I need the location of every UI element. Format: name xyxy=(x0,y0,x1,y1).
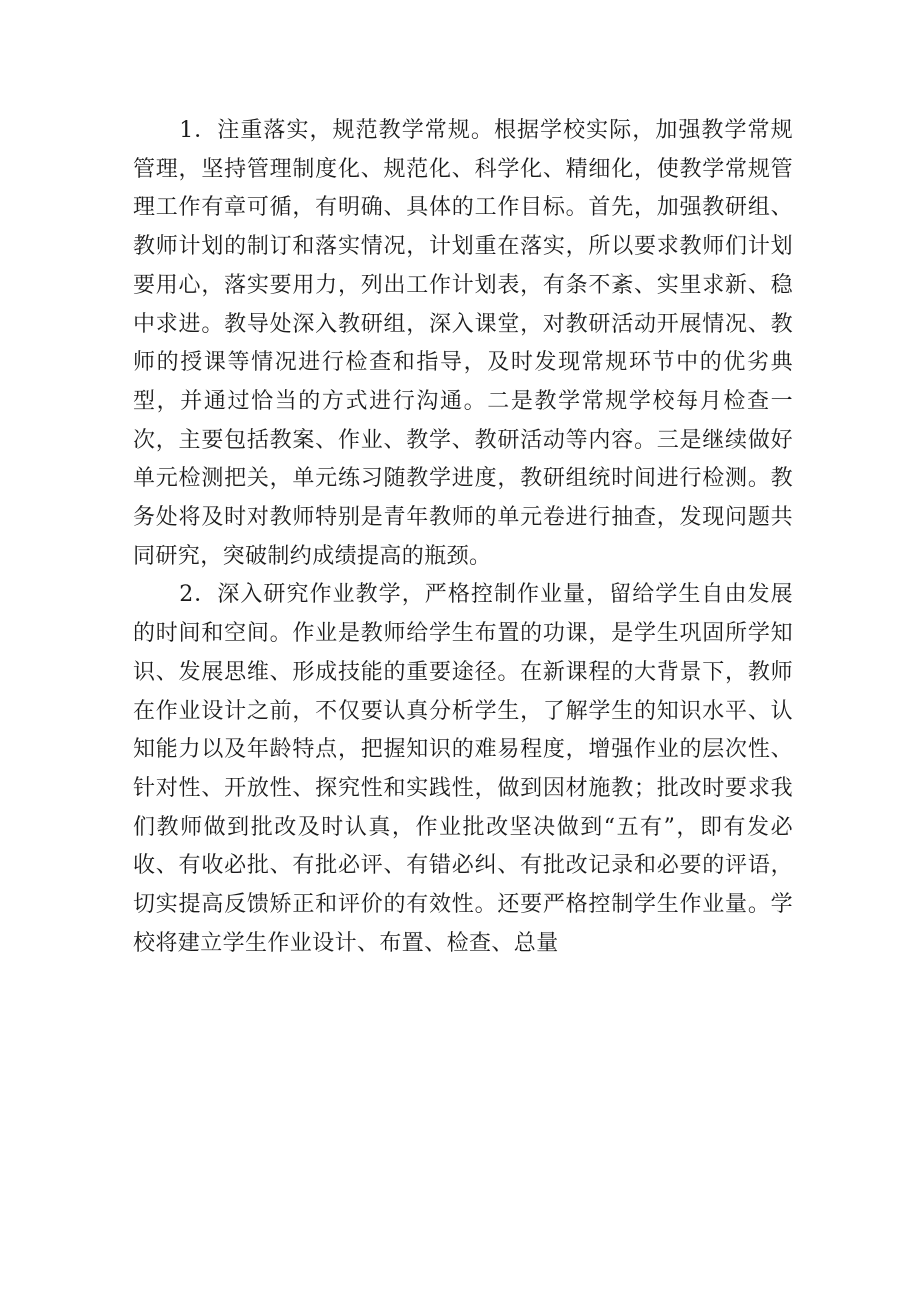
document-body xyxy=(133,112,793,963)
paragraph-1: 1．注重落实，规范教学常规。根据学校实际，加强教学常规管理，坚持管理制度化、规范化、科学化、精细化，使教学常规管理工作有章可循，有明确、具体的工作目标。首先，加强教研组、教师计划的制订和落实情况，计划重在落实，所以要求教师们计划要用心，落实要用力，列出工作计划表，有条不紊、实里求新、稳中求进。教导处深入教研组，深入课堂，对教研活动开展情况、教师的授课等情况进行检查和指导，及时发现常规环节中的优劣典型，并通过恰当的方式进行沟通。二是教学常规学校每月检查一次，主要包括教案、作业、教学、教研活动等内容。三是继续做好单元检测把关，单元练习随教学进度，教研组统时间进行检测。教务处将及时对教师特别是青年教师的单元卷进行抽查，发现问题共同研究，突破制约成绩提高的瓶颈。 xyxy=(133,118,793,569)
paragraph-2: 2．深入研究作业教学，严格控制作业量，留给学生自由发展的时间和空间。作业是教师给学生布置的功课，是学生巩固所学知识、发展思维、形成技能的重要途径。在新课程的大背景下，教师在作业设计之前，不仅要认真分析学生，了解学生的知识水平、认知能力以及年龄特点，把握知识的难易程度，增强作业的层次性、针对性、开放性、探究性和实践性，做到因材施教；批改时要求我们教师做到批改及时认真，作业批改坚决做到“五有”，即有发必收、有收必批、有批必评、有错必纠、有批改记录和必要的评语，切实提高反馈矫正和评价的有效性。还要严格控制学生作业量。学校将建立学生作业设计、布置、检查、总量 xyxy=(133,582,793,956)
